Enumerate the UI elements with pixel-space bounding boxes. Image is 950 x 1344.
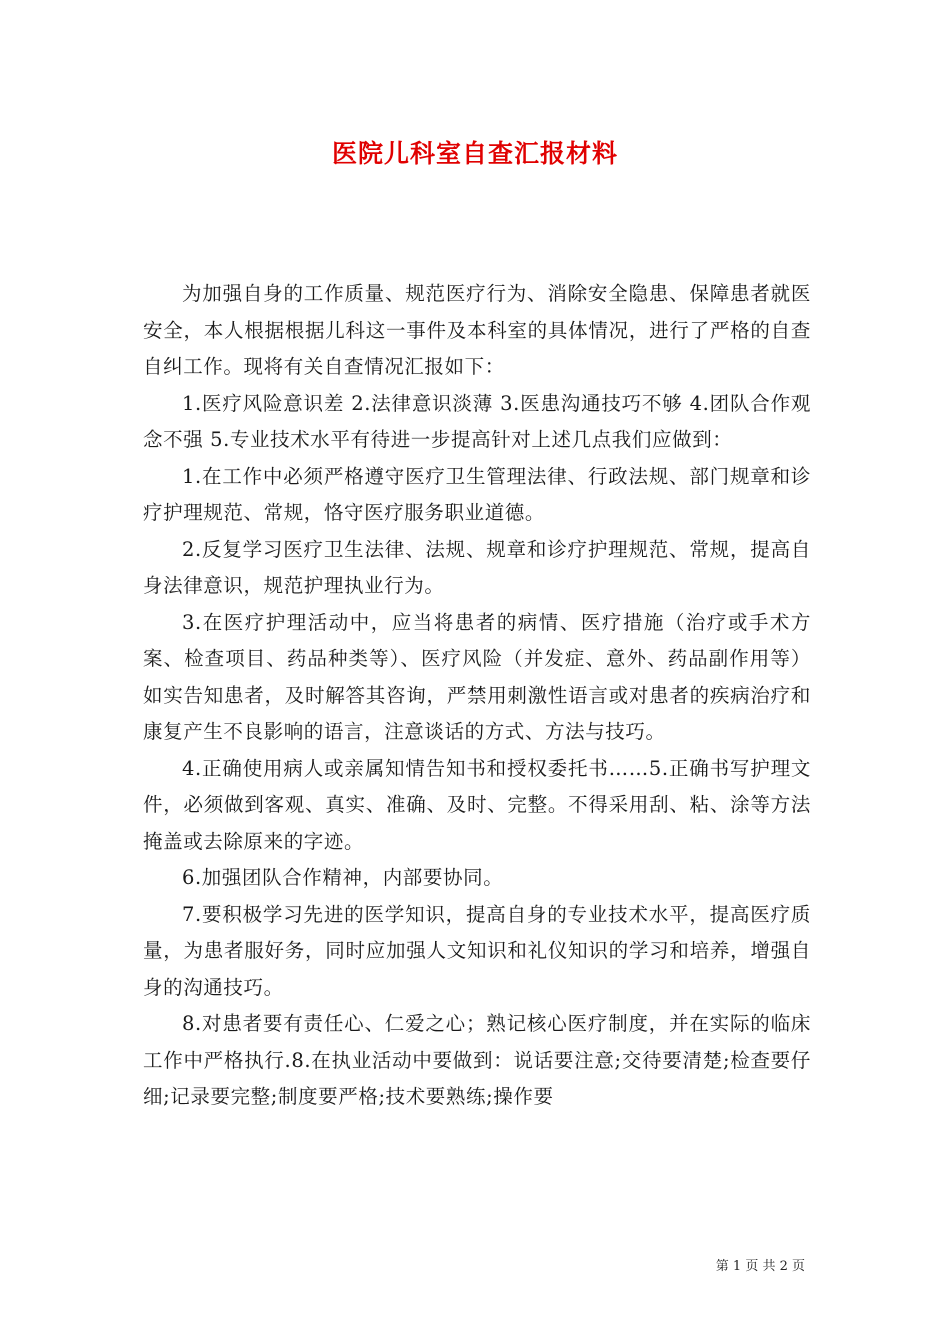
paragraph-item-8: 8.对患者要有责任心、仁爱之心；熟记核心医疗制度，并在实际的临床工作中严格执行.8.在执业活动中要做到：说话要注意;交待要清楚;检查要仔细;记录要完整;制度要严格;技术要熟练;操作要	[143, 1012, 811, 1108]
paragraph-item-1: 1.在工作中必须严格遵守医疗卫生管理法律、行政法规、部门规章和诊疗护理规范、常规，恪守医疗服务职业道德。	[143, 464, 811, 524]
document-title: 医院儿科室自查汇报材料	[331, 139, 618, 168]
paragraph-item-2: 2.反复学习医疗卫生法律、法规、规章和诊疗护理规范、常规，提高自身法律意识，规范护理执业行为。	[143, 537, 811, 597]
paragraph-problems: 1.医疗风险意识差 2.法律意识淡薄 3.医患沟通技巧不够 4.团队合作观念不强 5.专业技术水平有待进一步提高针对上述几点我们应做到：	[143, 391, 811, 451]
paragraph-item-4-5: 4.正确使用病人或亲属知情告知书和授权委托书……5.正确书写护理文件，必须做到客观、真实、准确、及时、完整。不得采用刮、粘、涂等方法掩盖或去除原来的字迹。	[143, 756, 811, 853]
paragraph-item-7: 7.要积极学习先进的医学知识，提高自身的专业技术水平，提高医疗质量，为患者服好务，同时应加强人文知识和礼仪知识的学习和培养，增强自身的沟通技巧。	[143, 902, 811, 999]
page-number: 第 1 页 共 2 页	[715, 1259, 805, 1274]
paragraph-item-3: 3.在医疗护理活动中，应当将患者的病情、医疗措施（治疗或手术方案、检查项目、药品种类等）、医疗风险（并发症、意外、药品副作用等）如实告知患者，及时解答其咨询，严禁用刺激性语言或对患者的疾病治疗和康复产生不良影响的语言，注意谈话的方式、方法与技巧。	[143, 610, 811, 743]
paragraph-item-6: 6.加强团队合作精神，内部要协同。	[182, 866, 504, 889]
document-body	[143, 276, 811, 1116]
paragraph-intro: 为加强自身的工作质量、规范医疗行为、消除安全隐患、保障患者就医安全，本人根据根据儿科这一事件及本科室的具体情况，进行了严格的自查自纠工作。现将有关自查情况汇报如下：	[143, 282, 811, 378]
